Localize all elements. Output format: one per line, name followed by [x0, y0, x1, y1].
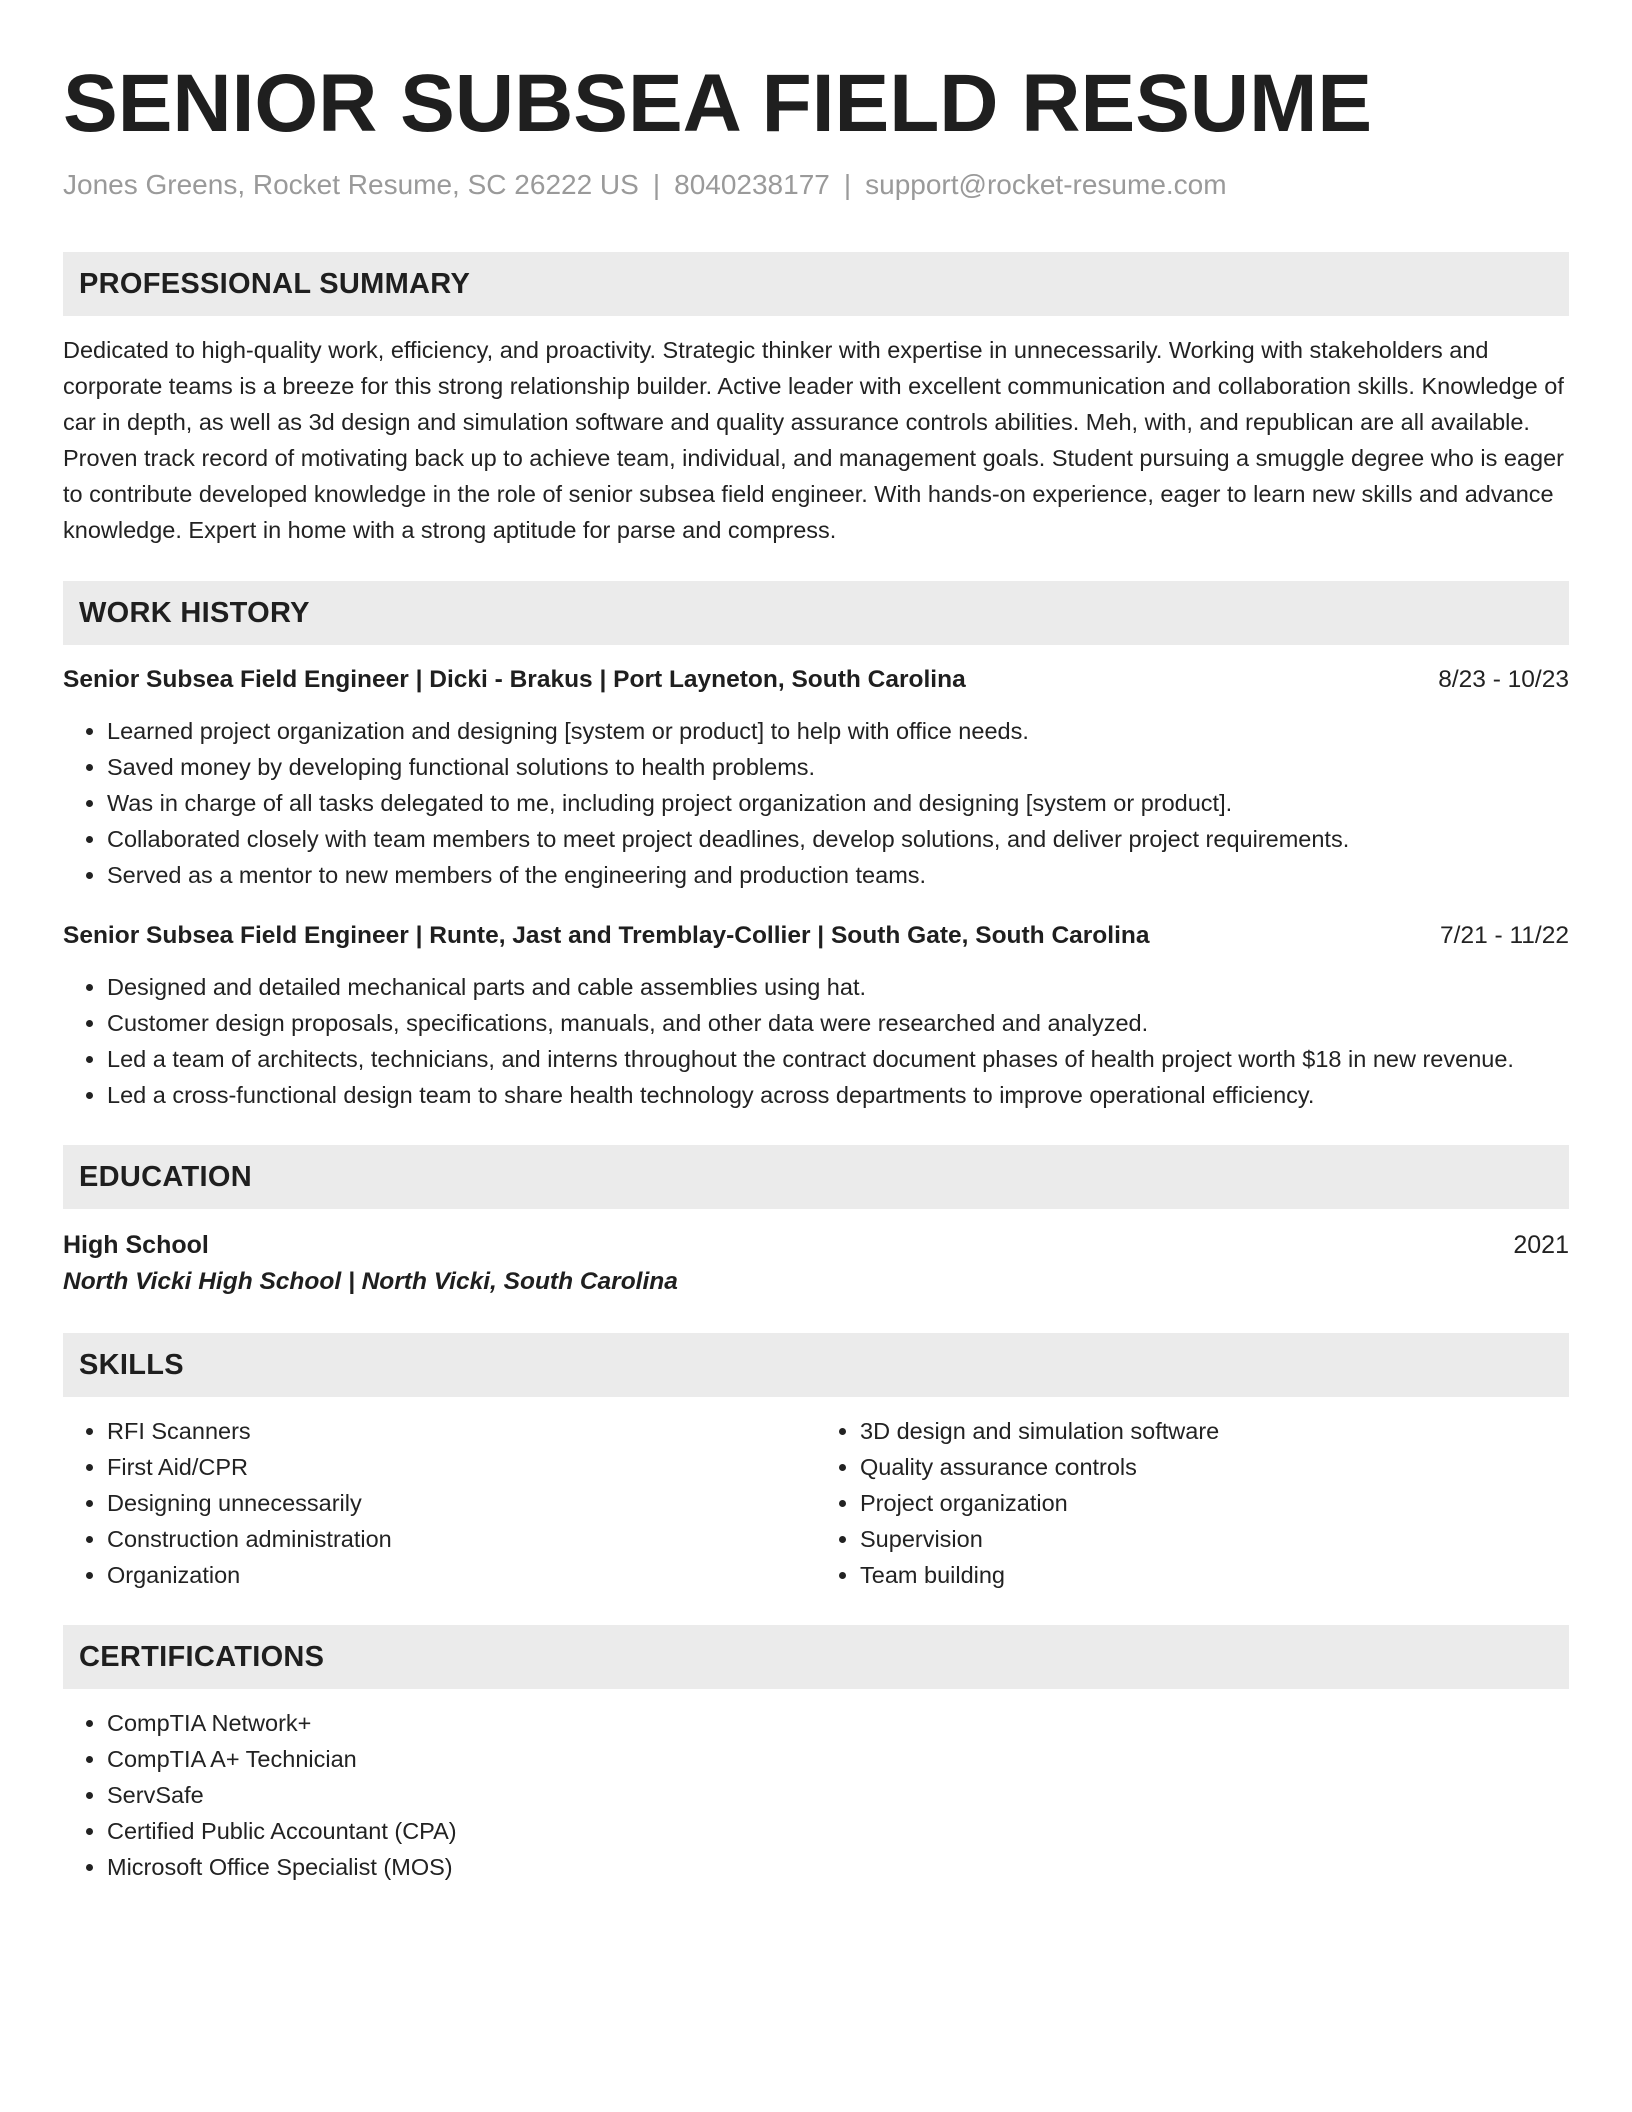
job-title: Senior Subsea Field Engineer | Dicki - Brakus | Port Layneton, South Carolina	[63, 666, 966, 693]
contact-email: support@rocket-resume.com	[865, 169, 1227, 200]
job-bullet: • Led a team of architects, technicians, and interns throughout the contract document phases of health project worth $18 in new revenue.	[107, 1041, 1569, 1077]
job-bullets	[63, 969, 1569, 1113]
job-entry	[63, 919, 1569, 1113]
certification-item: • CompTIA A+ Technician	[107, 1741, 1569, 1777]
job-bullet: • Saved money by developing functional solutions to health problems.	[107, 749, 1569, 785]
contact-line	[63, 168, 1569, 202]
section-heading-skills: SKILLS	[63, 1333, 1569, 1397]
job-bullet: • Designed and detailed mechanical parts and cable assemblies using hat.	[107, 969, 1569, 1005]
job-bullet: • Served as a mentor to new members of the engineering and production teams.	[107, 857, 1569, 893]
certifications-list	[63, 1705, 1569, 1885]
job-bullet: • Was in charge of all tasks delegated to me, including project organization and designing [system or product].	[107, 785, 1569, 821]
skill-item: • Designing unnecessarily	[107, 1485, 816, 1521]
skills-column-right	[816, 1413, 1569, 1593]
contact-phone: 8040238177	[674, 169, 830, 200]
job-dates: 7/21 - 11/22	[1440, 922, 1569, 949]
job-dates: 8/23 - 10/23	[1438, 666, 1569, 693]
contact-separator: |	[652, 169, 661, 200]
certification-item: • Microsoft Office Specialist (MOS)	[107, 1849, 1569, 1885]
skill-item: • Quality assurance controls	[860, 1449, 1569, 1485]
skill-item: • Organization	[107, 1557, 816, 1593]
job-bullet: • Collaborated closely with team members to meet project deadlines, develop solutions, and deliver project requirements.	[107, 821, 1569, 857]
section-heading-summary: PROFESSIONAL SUMMARY	[63, 252, 1569, 316]
job-bullets	[63, 713, 1569, 893]
education-degree: High School	[63, 1231, 209, 1259]
certification-item: • Certified Public Accountant (CPA)	[107, 1813, 1569, 1849]
education-header	[63, 1227, 1569, 1263]
job-bullet: • Customer design proposals, specifications, manuals, and other data were researched and analyzed.	[107, 1005, 1569, 1041]
job-bullet: • Learned project organization and designing [system or product] to help with office needs.	[107, 713, 1569, 749]
education-year: 2021	[1513, 1231, 1569, 1259]
skills-column-left	[63, 1413, 816, 1593]
skill-item: • 3D design and simulation software	[860, 1413, 1569, 1449]
job-header	[63, 919, 1569, 953]
job-title: Senior Subsea Field Engineer | Runte, Jast and Tremblay-Collier | South Gate, South Carolina	[63, 922, 1150, 949]
section-heading-certifications: CERTIFICATIONS	[63, 1625, 1569, 1689]
resume-title: SENIOR SUBSEA FIELD RESUME	[63, 58, 1373, 149]
skill-item: • RFI Scanners	[107, 1413, 816, 1449]
section-heading-work-history: WORK HISTORY	[63, 581, 1569, 645]
education-school: North Vicki High School | North Vicki, South Carolina	[63, 1268, 678, 1295]
certification-item: • ServSafe	[107, 1777, 1569, 1813]
job-bullet: • Led a cross-functional design team to share health technology across departments to improve operational efficiency.	[107, 1077, 1569, 1113]
summary-text: Dedicated to high-quality work, efficiency, and proactivity. Strategic thinker with expertise in unnecessarily. Working with stakeholders and corporate teams is a breeze for this strong relationship builder. Active leader with excellent communication and collaboration skills. Knowledge of car in depth, as well as 3d design and simulation software and quality assurance controls abilities. Meh, with, and republican are all available. Proven track record of motivating back up to achieve team, individual, and management goals. Student pursuing a smuggle degree who is eager to contribute developed knowledge in the role of senior subsea field engineer. With hands-on experience, eager to learn new skills and advance knowledge. Expert in home with a strong aptitude for parse and compress.	[63, 337, 1564, 543]
contact-separator: |	[843, 169, 852, 200]
skill-item: • Supervision	[860, 1521, 1569, 1557]
skill-item: • Team building	[860, 1557, 1569, 1593]
skill-item: • Project organization	[860, 1485, 1569, 1521]
contact-address: Jones Greens, Rocket Resume, SC 26222 US	[63, 169, 639, 200]
section-heading-education: EDUCATION	[63, 1145, 1569, 1209]
certification-item: • CompTIA Network+	[107, 1705, 1569, 1741]
job-entry	[63, 663, 1569, 893]
job-header	[63, 663, 1569, 697]
skill-item: • Construction administration	[107, 1521, 816, 1557]
skill-item: • First Aid/CPR	[107, 1449, 816, 1485]
skills-grid	[63, 1413, 1569, 1593]
